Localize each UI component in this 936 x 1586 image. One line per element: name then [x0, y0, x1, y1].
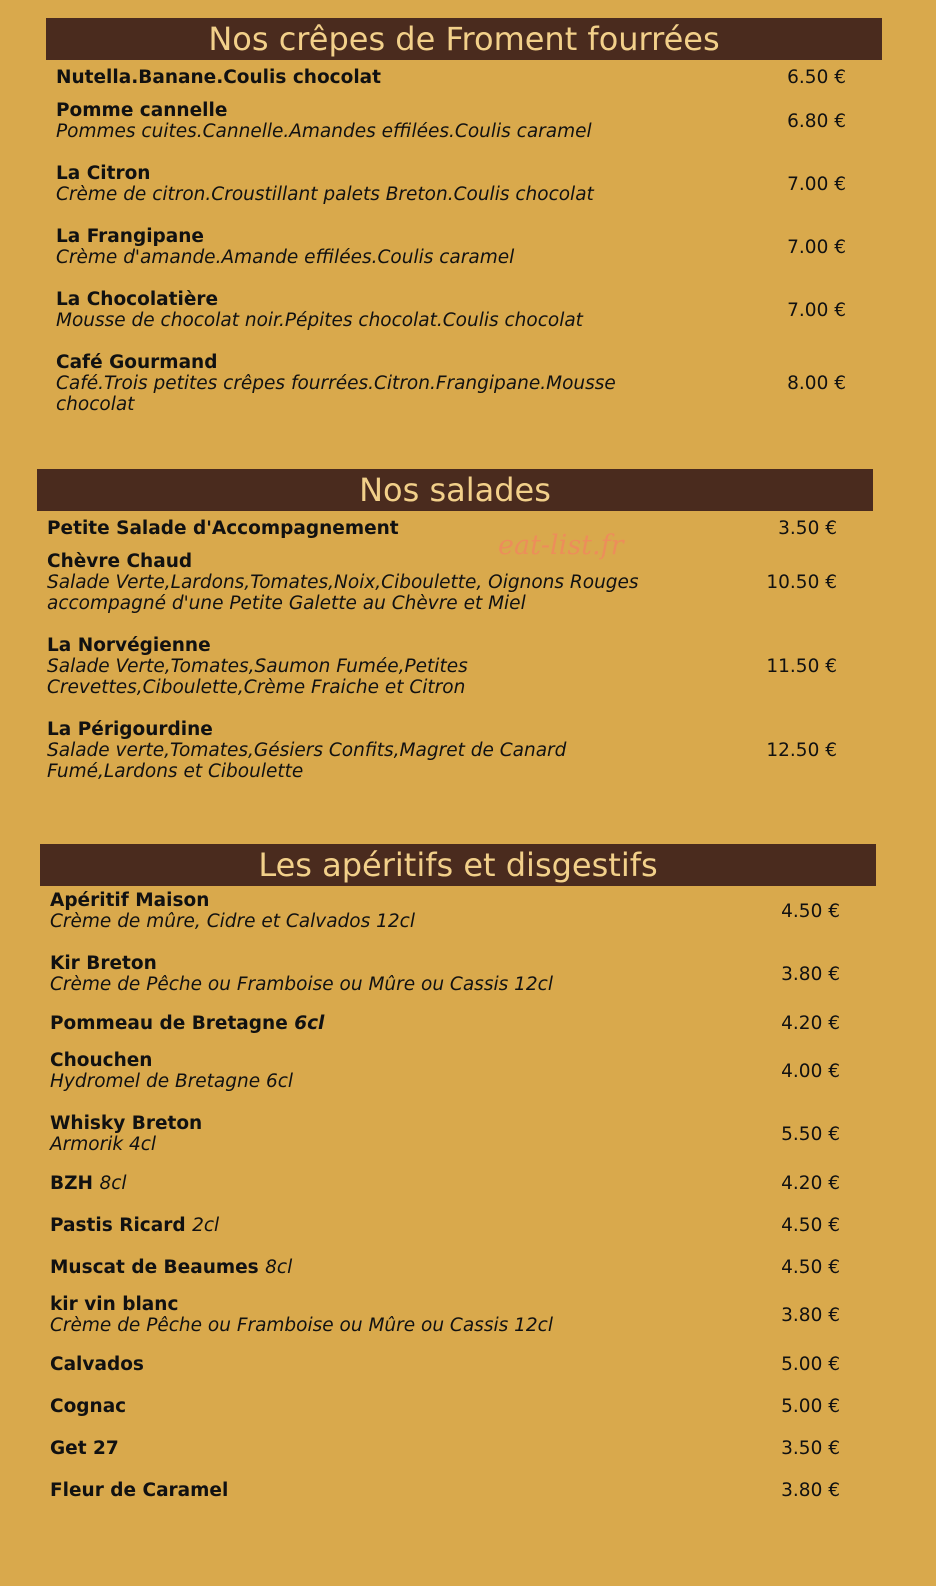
menu-item [50, 953, 876, 995]
menu-item [50, 1252, 876, 1282]
item-volume: 8cl [99, 1172, 127, 1194]
menu-item [56, 226, 882, 268]
item-name: La Norvégienne [47, 635, 211, 656]
item-description: Hydromel de Bretagne 6cl [50, 1071, 294, 1092]
item-price: 5.00 € [781, 1395, 840, 1417]
item-name: Petite Salade d'Accompagnement [47, 517, 399, 539]
section-aperitifs [40, 844, 876, 1517]
item-price: 4.20 € [781, 1172, 840, 1194]
item-price: 8.00 € [787, 373, 846, 394]
menu-item [50, 1433, 876, 1463]
item-price: 3.80 € [781, 1479, 840, 1501]
menu-item [47, 551, 873, 614]
menu-item [50, 1168, 876, 1198]
item-description: Salade verte,Tomates,Gésiers Confits,Magret de Canard Fumé,Lardons et Ciboulette [47, 740, 567, 782]
item-name: Calvados [50, 1353, 144, 1375]
menu-item [47, 635, 873, 698]
item-name: Kir Breton [50, 953, 157, 974]
menu-item [56, 289, 882, 331]
item-list [46, 60, 882, 415]
item-price: 7.00 € [787, 299, 846, 321]
item-name: La Chocolatière [56, 289, 219, 310]
item-price: 5.00 € [781, 1353, 840, 1375]
item-name: kir vin blanc [50, 1294, 179, 1315]
item-name: Fleur de Caramel [50, 1479, 229, 1501]
item-price: 3.80 € [781, 963, 840, 985]
section-crepes [46, 18, 882, 424]
item-price: 3.50 € [781, 1437, 840, 1459]
menu-item [50, 1113, 876, 1155]
item-volume: 2cl [192, 1214, 220, 1236]
item-description: Crème de citron.Croustillant palets Breton.Coulis chocolat [56, 184, 594, 205]
menu-item [50, 1050, 876, 1092]
item-name: Pastis Ricard [50, 1214, 186, 1236]
item-price: 4.20 € [781, 1012, 840, 1034]
section-title: Nos crêpes de Froment fourrées [46, 18, 882, 60]
item-description: Pommes cuites.Cannelle.Amandes effilées.Coulis caramel [56, 121, 592, 142]
section-salades [37, 469, 873, 791]
item-description: Salade Verte,Tomates,Saumon Fumée,Petites Crevettes,Ciboulette,Crème Fraiche et Citron [47, 656, 468, 698]
menu-item [56, 100, 882, 142]
menu-item [56, 64, 882, 90]
item-price: 11.50 € [766, 656, 837, 677]
menu-item [50, 890, 876, 932]
menu-item [50, 1294, 876, 1336]
item-volume: 6cl [294, 1012, 325, 1034]
item-description: Crème d'amande.Amande effilées.Coulis caramel [56, 247, 515, 268]
item-name: Chèvre Chaud [47, 551, 193, 572]
item-price: 3.80 € [781, 1304, 840, 1326]
item-name: Pomme cannelle [56, 100, 228, 121]
menu-item [56, 163, 882, 205]
item-name: Get 27 [50, 1437, 119, 1459]
item-volume: 8cl [265, 1256, 293, 1278]
menu-item [50, 1349, 876, 1379]
menu-item [47, 719, 873, 782]
item-price: 6.80 € [787, 110, 846, 132]
menu-item [50, 1391, 876, 1421]
section-title: Nos salades [37, 469, 873, 511]
item-name: La Périgourdine [47, 719, 213, 740]
item-price: 5.50 € [781, 1123, 840, 1145]
item-name: La Frangipane [56, 226, 204, 247]
item-description: Crème de Pêche ou Framboise ou Mûre ou Cassis 12cl [50, 974, 553, 995]
item-name: Chouchen [50, 1050, 153, 1071]
menu-item [50, 1210, 876, 1240]
item-price: 4.50 € [781, 1214, 840, 1236]
item-price: 7.00 € [787, 173, 846, 195]
item-description: Crème de mûre, Cidre et Calvados 12cl [50, 911, 415, 932]
watermark: eat-list.fr [498, 530, 624, 561]
menu-item [50, 1008, 876, 1038]
item-name: BZH [50, 1172, 93, 1194]
menu-item [50, 1475, 876, 1505]
item-name: Whisky Breton [50, 1113, 203, 1134]
item-price: 12.50 € [766, 740, 837, 761]
item-name: Cognac [50, 1395, 127, 1417]
item-description: Salade Verte,Lardons,Tomates,Noix,Ciboulette, Oignons Rouges accompagné d'une Petite Galette au Chèvre et Miel [47, 572, 639, 614]
item-name: Pommeau de Bretagne [50, 1012, 288, 1034]
item-price: 10.50 € [766, 572, 837, 593]
section-title: Les apéritifs et disgestifs [40, 844, 876, 886]
item-price: 6.50 € [787, 66, 846, 88]
item-name: Café Gourmand [56, 352, 218, 373]
item-description: Café.Trois petites crêpes fourrées.Citron.Frangipane.Mousse chocolat [56, 373, 616, 415]
item-list [37, 511, 873, 782]
item-price: 7.00 € [787, 236, 846, 258]
item-description: Mousse de chocolat noir.Pépites chocolat.Coulis chocolat [56, 310, 583, 331]
item-description: Crème de Pêche ou Framboise ou Mûre ou Cassis 12cl [50, 1315, 553, 1336]
item-name: Apéritif Maison [50, 890, 210, 911]
menu-item [47, 515, 873, 541]
item-price: 4.00 € [781, 1060, 840, 1082]
item-description: Armorik 4cl [50, 1134, 157, 1155]
item-price: 4.50 € [781, 1256, 840, 1278]
item-list [40, 886, 876, 1505]
menu-item [56, 352, 882, 415]
item-name: Muscat de Beaumes [50, 1256, 259, 1278]
item-price: 3.50 € [778, 517, 837, 539]
item-name: Nutella.Banane.Coulis chocolat [56, 66, 382, 88]
item-name: La Citron [56, 163, 151, 184]
item-price: 4.50 € [781, 900, 840, 922]
